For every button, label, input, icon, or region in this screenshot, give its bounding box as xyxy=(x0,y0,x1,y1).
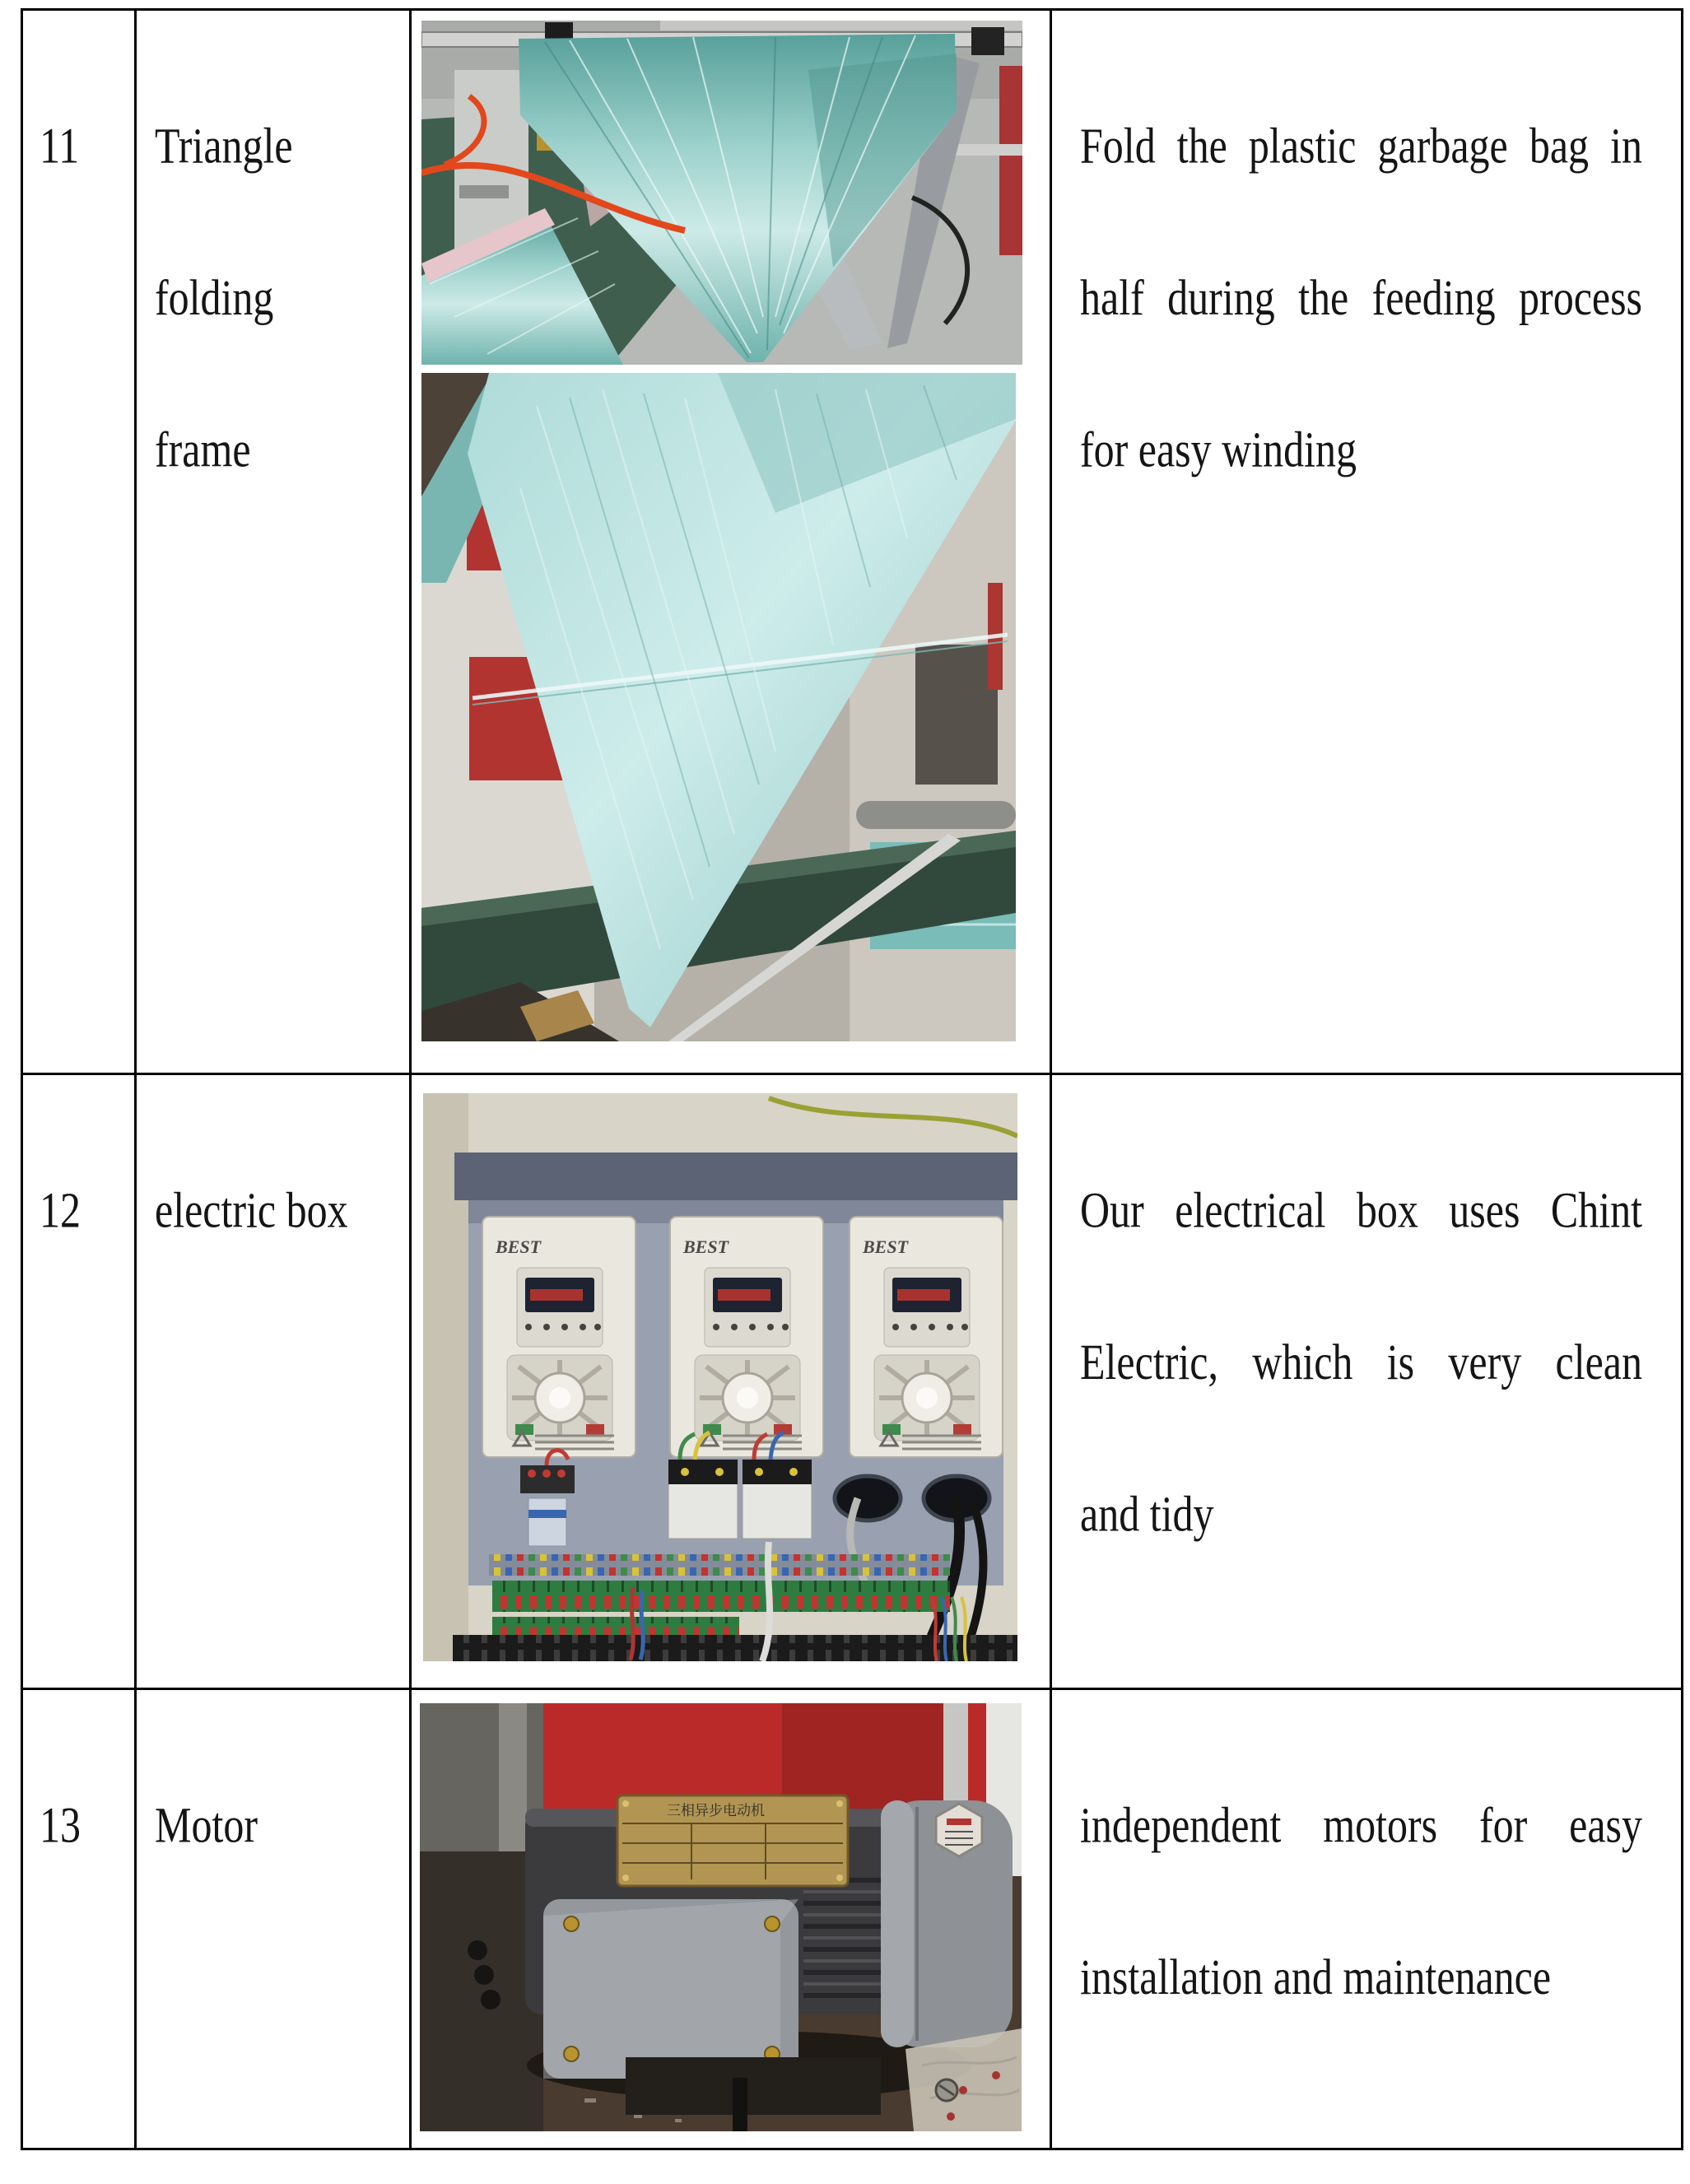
row-13-name-cell xyxy=(136,1689,411,2149)
terminal-strip xyxy=(492,1581,950,1612)
row-number: 12 xyxy=(40,1181,81,1239)
photo-independent-motor xyxy=(420,1703,1022,2131)
row-13-description-cell xyxy=(1051,1689,1683,2149)
inverter-unit xyxy=(670,1217,823,1457)
inverter-unit xyxy=(850,1217,1003,1457)
row-number: 13 xyxy=(40,1796,81,1854)
part-name xyxy=(137,1690,409,1901)
description-line: and tidy xyxy=(1080,1485,1214,1543)
part-name xyxy=(137,1075,409,1286)
nameplate-title: 三相异步电动机 xyxy=(667,1803,765,1818)
row-11-number-cell xyxy=(22,10,136,1074)
inverter-brand-label: BEST xyxy=(863,1236,909,1257)
photo-electric-box-cabinet xyxy=(423,1093,1017,1661)
hexagon-sticker xyxy=(936,1804,982,1856)
terminal-block xyxy=(520,1465,575,1493)
table-row xyxy=(22,10,1683,1074)
photo-folded-film-triangle-closeup xyxy=(421,373,1016,1041)
description-line: installation and maintenance xyxy=(1080,1948,1552,2005)
row-12-description-cell xyxy=(1051,1074,1683,1689)
part-name xyxy=(137,11,409,525)
row-12-number-cell xyxy=(22,1074,136,1689)
description-line: for easy winding xyxy=(1080,421,1357,478)
inverter-brand-label: BEST xyxy=(496,1236,542,1257)
row-13-photo-cell xyxy=(411,1689,1051,2149)
description-line: Fold the plastic garbage bag in xyxy=(1080,117,1642,175)
row-11-photo-cell xyxy=(411,10,1051,1074)
row-12-photo-cell xyxy=(411,1074,1051,1689)
part-description xyxy=(1052,11,1642,525)
slotted-duct xyxy=(453,1635,1017,1661)
description-line: independent motors for easy xyxy=(1080,1796,1642,1854)
inverter-unit xyxy=(482,1217,635,1457)
row-13-number-cell xyxy=(22,1689,136,2149)
part-name-line: Motor xyxy=(155,1796,258,1854)
description-line: Electric, which is very clean xyxy=(1080,1333,1642,1390)
relay xyxy=(528,1498,566,1546)
row-11-name-cell xyxy=(136,10,411,1074)
row-11-description-cell xyxy=(1051,10,1683,1074)
inverter-brand-label: BEST xyxy=(683,1236,729,1257)
part-description xyxy=(1052,1075,1642,1590)
photo-triangle-folding-frame-machine xyxy=(421,21,1022,365)
table-row xyxy=(22,1689,1683,2149)
row-number: 11 xyxy=(40,117,80,175)
table-row xyxy=(22,1074,1683,1689)
parts-table xyxy=(21,8,1683,2150)
row-12-name-cell xyxy=(136,1074,411,1689)
part-name-line: folding xyxy=(155,268,274,326)
cable-grommet xyxy=(835,1476,901,1520)
wire-row xyxy=(489,1554,950,1576)
part-name-line: Triangle xyxy=(155,117,293,175)
description-line: Our electrical box uses Chint xyxy=(1080,1181,1642,1239)
part-name-line: electric box xyxy=(155,1181,348,1239)
description-line: half during the feeding process xyxy=(1080,268,1642,326)
part-description xyxy=(1052,1690,1642,2052)
part-name-line: frame xyxy=(155,421,251,478)
